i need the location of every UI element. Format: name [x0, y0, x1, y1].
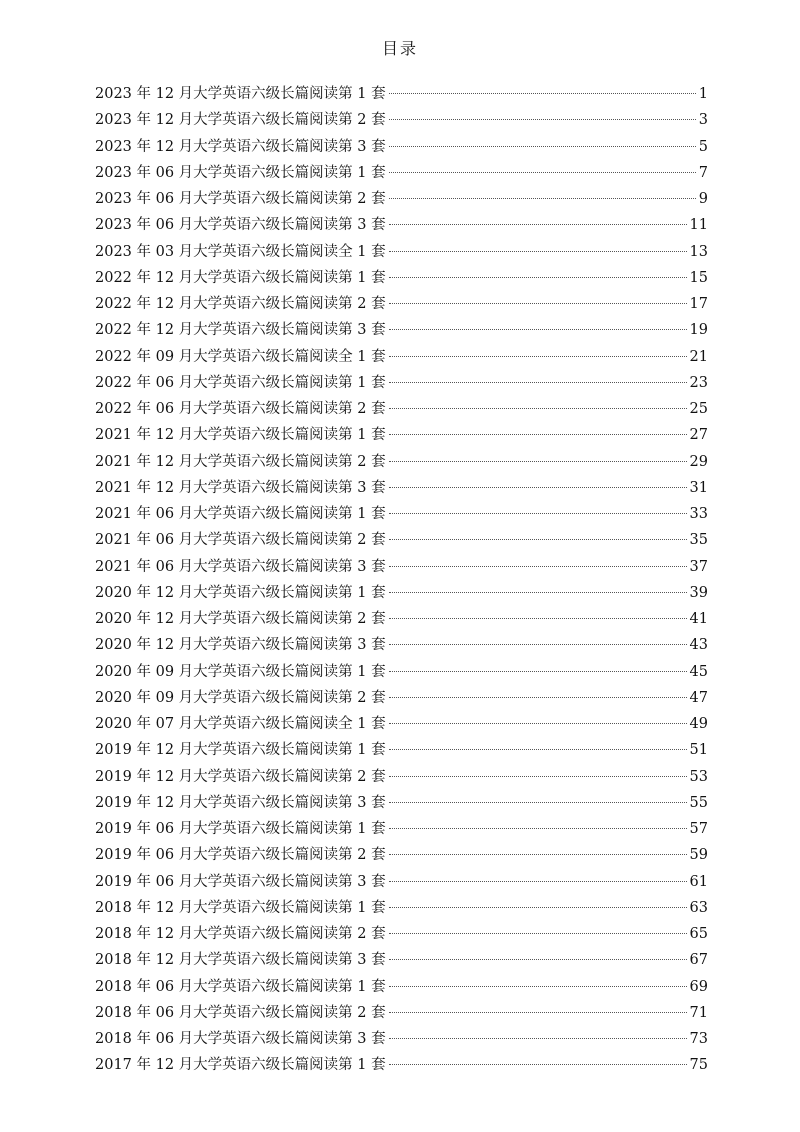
dot-leader [389, 487, 687, 488]
toc-entry-page-number: 67 [689, 952, 708, 969]
dot-leader [389, 881, 687, 882]
toc-entry[interactable] [95, 396, 708, 422]
toc-entry-label: 2023 年 06 月大学英语六级长篇阅读第 1 套 [95, 164, 386, 181]
dot-leader [389, 277, 687, 278]
toc-entry-label: 2018 年 06 月大学英语六级长篇阅读第 1 套 [95, 978, 386, 995]
toc-entry-page-number: 73 [689, 1031, 708, 1047]
toc-entry[interactable] [95, 449, 708, 475]
toc-entry[interactable] [95, 186, 708, 212]
toc-entry-label: 2019 年 12 月大学英语六级长篇阅读第 2 套 [95, 768, 386, 785]
toc-entry-label: 2018 年 12 月大学英语六级长篇阅读第 2 套 [95, 926, 386, 942]
dot-leader [389, 1012, 687, 1013]
toc-entry-label: 2022 年 09 月大学英语六级长篇阅读全 1 套 [95, 348, 386, 365]
toc-entry-page-number: 35 [689, 532, 708, 549]
dot-leader [389, 1038, 687, 1039]
toc-entry-label: 2021 年 06 月大学英语六级长篇阅读第 3 套 [95, 558, 386, 575]
dot-leader [389, 539, 687, 540]
toc-entry[interactable] [95, 764, 708, 790]
dot-leader [389, 1064, 687, 1065]
toc-entry[interactable] [95, 212, 708, 238]
toc-entry[interactable] [95, 344, 708, 370]
toc-entry[interactable] [95, 947, 708, 973]
toc-entry[interactable] [95, 475, 708, 501]
toc-entry[interactable] [95, 501, 708, 527]
toc-entry-page-number: 69 [689, 978, 708, 995]
toc-entry-label: 2023 年 12 月大学英语六级长篇阅读第 3 套 [95, 138, 386, 155]
toc-entry-page-number: 51 [689, 742, 708, 759]
toc-entry-label: 2023 年 03 月大学英语六级长篇阅读全 1 套 [95, 243, 386, 260]
toc-entry[interactable] [95, 370, 708, 396]
dot-leader [389, 933, 687, 934]
toc-entry-label: 2018 年 12 月大学英语六级长篇阅读第 1 套 [95, 899, 386, 916]
toc-entry-page-number: 23 [689, 374, 708, 391]
dot-leader [389, 303, 687, 304]
toc-entry-label: 2019 年 06 月大学英语六级长篇阅读第 1 套 [95, 821, 386, 837]
toc-entry-page-number: 55 [689, 794, 708, 811]
toc-entry[interactable] [95, 107, 708, 133]
toc-entry-label: 2019 年 06 月大学英语六级长篇阅读第 2 套 [95, 847, 386, 864]
dot-leader [389, 172, 696, 173]
dot-leader [389, 907, 687, 908]
toc-entry-page-number: 1 [698, 86, 708, 102]
toc-entry-page-number: 19 [689, 322, 708, 339]
toc-entry-page-number: 11 [689, 217, 708, 234]
toc-entry[interactable] [95, 265, 708, 291]
dot-leader [389, 776, 687, 777]
toc-entry-page-number: 17 [689, 296, 708, 312]
toc-entry[interactable] [95, 921, 708, 947]
toc-entry-label: 2022 年 06 月大学英语六级长篇阅读第 2 套 [95, 401, 386, 417]
dot-leader [389, 592, 687, 593]
toc-entry-label: 2022 年 12 月大学英语六级长篇阅读第 3 套 [95, 322, 386, 339]
dot-leader [389, 513, 687, 514]
toc-entry-label: 2021 年 12 月大学英语六级长篇阅读第 2 套 [95, 453, 386, 470]
toc-entry-page-number: 15 [689, 269, 708, 286]
toc-entry[interactable] [95, 842, 708, 868]
toc-entry-label: 2020 年 12 月大学英语六级长篇阅读第 3 套 [95, 637, 386, 654]
toc-entry[interactable] [95, 685, 708, 711]
toc-entry-label: 2020 年 07 月大学英语六级长篇阅读全 1 套 [95, 716, 386, 732]
toc-entry-page-number: 71 [689, 1004, 708, 1021]
toc-entry-page-number: 29 [689, 453, 708, 470]
toc-entry-page-number: 3 [698, 112, 708, 129]
toc-entry[interactable] [95, 527, 708, 553]
dot-leader [389, 566, 687, 567]
dot-leader [389, 329, 687, 330]
dot-leader [389, 408, 687, 409]
toc-entry[interactable] [95, 422, 708, 448]
toc-entry-page-number: 47 [689, 689, 708, 706]
dot-leader [389, 119, 696, 120]
toc-entry[interactable] [95, 1000, 708, 1026]
toc-entry-page-number: 13 [689, 243, 708, 260]
toc-entry-page-number: 5 [698, 138, 708, 155]
toc-entry-page-number: 7 [698, 164, 708, 181]
toc-entry[interactable] [95, 659, 708, 685]
toc-entry-page-number: 65 [689, 926, 708, 942]
toc-entry-page-number: 27 [689, 427, 708, 444]
dot-leader [389, 749, 687, 750]
toc-entry-label: 2022 年 12 月大学英语六级长篇阅读第 1 套 [95, 269, 386, 286]
toc-entry-label: 2020 年 09 月大学英语六级长篇阅读第 1 套 [95, 663, 386, 680]
toc-entry[interactable] [95, 737, 708, 763]
toc-entry[interactable] [95, 632, 708, 658]
toc-entry-label: 2019 年 12 月大学英语六级长篇阅读第 3 套 [95, 794, 386, 811]
toc-entry-label: 2021 年 12 月大学英语六级长篇阅读第 1 套 [95, 427, 386, 444]
toc-entry[interactable] [95, 160, 708, 186]
toc-entry-page-number: 37 [689, 558, 708, 575]
dot-leader [389, 644, 687, 645]
toc-entry-label: 2020 年 12 月大学英语六级长篇阅读第 2 套 [95, 611, 386, 627]
toc-entry-label: 2018 年 06 月大学英语六级长篇阅读第 2 套 [95, 1004, 386, 1021]
dot-leader [389, 356, 687, 357]
toc-entry-label: 2023 年 06 月大学英语六级长篇阅读第 2 套 [95, 191, 386, 207]
dot-leader [389, 434, 687, 435]
toc-entry[interactable] [95, 790, 708, 816]
toc-entry-page-number: 59 [689, 847, 708, 864]
dot-leader [389, 854, 687, 855]
dot-leader [389, 251, 687, 252]
toc-entry[interactable] [95, 1026, 708, 1052]
toc-entry[interactable] [95, 239, 708, 265]
toc-entry-label: 2020 年 09 月大学英语六级长篇阅读第 2 套 [95, 689, 386, 706]
toc-title: 目录 [381, 39, 418, 58]
toc-entry[interactable] [95, 816, 708, 842]
toc-entry-page-number: 39 [689, 584, 708, 601]
toc-entry-label: 2022 年 06 月大学英语六级长篇阅读第 1 套 [95, 374, 386, 391]
toc-list [95, 81, 708, 1079]
toc-entry-page-number: 43 [689, 637, 708, 654]
toc-entry-label: 2023 年 12 月大学英语六级长篇阅读第 2 套 [95, 112, 386, 129]
toc-entry[interactable] [95, 974, 708, 1000]
dot-leader [389, 382, 687, 383]
toc-entry[interactable] [95, 1052, 708, 1078]
toc-entry-label: 2023 年 06 月大学英语六级长篇阅读第 3 套 [95, 217, 386, 234]
toc-entry-page-number: 75 [689, 1057, 708, 1074]
toc-entry-label: 2017 年 12 月大学英语六级长篇阅读第 1 套 [95, 1057, 386, 1074]
dot-leader [389, 986, 687, 987]
dot-leader [389, 671, 687, 672]
toc-entry-page-number: 33 [689, 506, 708, 522]
toc-entry[interactable] [95, 134, 708, 160]
toc-entry-page-number: 57 [689, 821, 708, 837]
toc-entry-page-number: 41 [689, 611, 708, 627]
toc-entry-page-number: 49 [689, 716, 708, 732]
toc-entry-label: 2022 年 12 月大学英语六级长篇阅读第 2 套 [95, 296, 386, 312]
toc-entry[interactable] [95, 711, 708, 737]
toc-entry-label: 2020 年 12 月大学英语六级长篇阅读第 1 套 [95, 584, 386, 601]
toc-entry[interactable] [95, 606, 708, 632]
dot-leader [389, 93, 696, 94]
dot-leader [389, 461, 687, 462]
toc-entry-label: 2019 年 06 月大学英语六级长篇阅读第 3 套 [95, 873, 386, 890]
toc-entry[interactable] [95, 317, 708, 343]
toc-entry-page-number: 61 [689, 873, 708, 890]
dot-leader [389, 959, 687, 960]
toc-entry[interactable] [95, 554, 708, 580]
toc-entry[interactable] [95, 291, 708, 317]
toc-entry-label: 2021 年 12 月大学英语六级长篇阅读第 3 套 [95, 479, 386, 496]
dot-leader [389, 224, 687, 225]
toc-entry-page-number: 25 [689, 401, 708, 417]
toc-entry-page-number: 31 [689, 479, 708, 496]
dot-leader [389, 828, 687, 829]
toc-entry-label: 2023 年 12 月大学英语六级长篇阅读第 1 套 [95, 86, 386, 102]
toc-entry[interactable] [95, 580, 708, 606]
toc-entry-label: 2018 年 06 月大学英语六级长篇阅读第 3 套 [95, 1031, 386, 1047]
toc-entry-page-number: 9 [698, 191, 708, 207]
toc-entry-label: 2021 年 06 月大学英语六级长篇阅读第 1 套 [95, 506, 386, 522]
toc-entry[interactable] [95, 869, 708, 895]
toc-entry-page-number: 63 [689, 899, 708, 916]
toc-entry-label: 2018 年 12 月大学英语六级长篇阅读第 3 套 [95, 952, 386, 969]
toc-entry-label: 2021 年 06 月大学英语六级长篇阅读第 2 套 [95, 532, 386, 549]
toc-entry[interactable] [95, 895, 708, 921]
dot-leader [389, 618, 687, 619]
toc-entry[interactable] [95, 81, 708, 107]
dot-leader [389, 723, 687, 724]
toc-entry-label: 2019 年 12 月大学英语六级长篇阅读第 1 套 [95, 742, 386, 759]
dot-leader [389, 146, 696, 147]
dot-leader [389, 802, 687, 803]
dot-leader [389, 198, 696, 199]
toc-entry-page-number: 53 [689, 768, 708, 785]
toc-entry-page-number: 45 [689, 663, 708, 680]
toc-entry-page-number: 21 [689, 348, 708, 365]
dot-leader [389, 697, 687, 698]
